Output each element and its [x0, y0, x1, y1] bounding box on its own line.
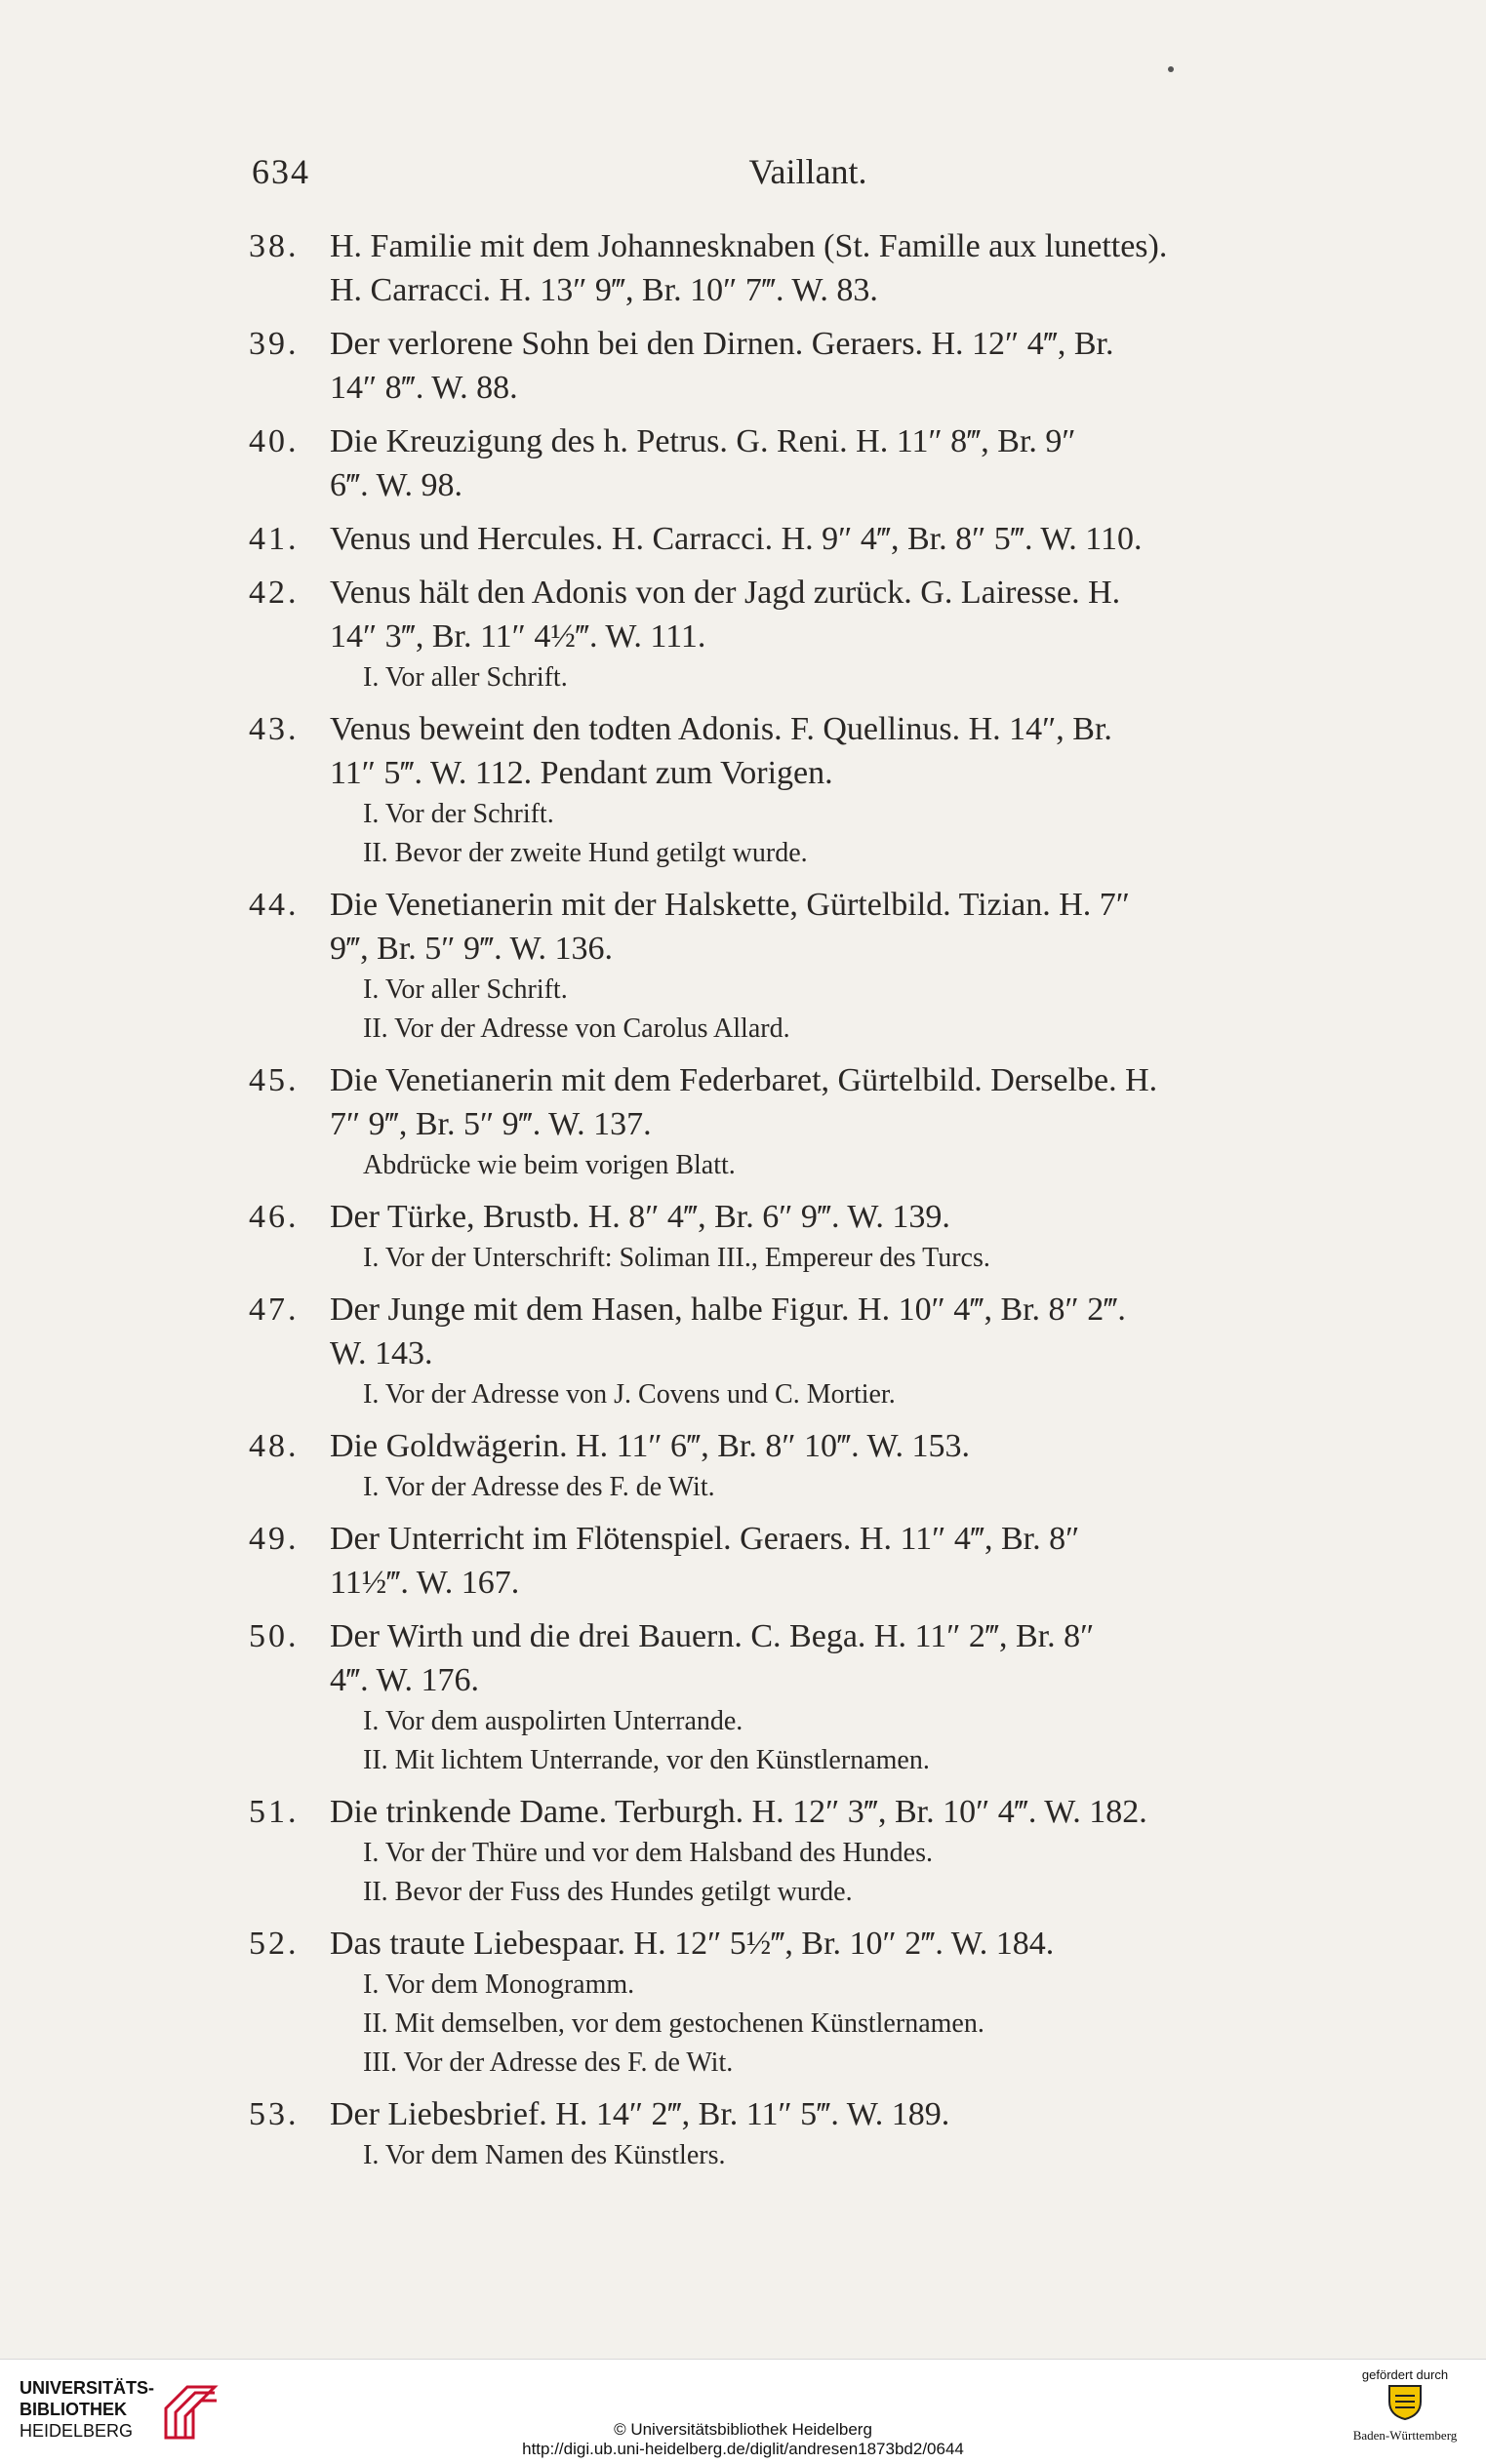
entry-continuation-line — [249, 1561, 1361, 1605]
print-state-note: II. Vor der Adresse von Carolus Allard. — [363, 1013, 790, 1044]
catalogue-entry — [249, 1058, 1361, 1185]
entry-continuation-line — [249, 927, 1361, 971]
entry-text: Die Venetianerin mit der Halskette, Gürtelbild. Tizian. H. 7″ — [330, 887, 1130, 923]
entry-first-line — [249, 1614, 1361, 1658]
entry-first-line — [249, 883, 1361, 927]
entry-text: H. Familie mit dem Johannesknaben (St. Famille aux lunettes). — [330, 228, 1168, 264]
entry-first-line — [249, 322, 1361, 366]
entry-text: Die Goldwägerin. H. 11″ 6‴, Br. 8″ 10‴. W. 153. — [330, 1428, 971, 1464]
entry-first-line — [249, 1517, 1361, 1561]
entry-first-line — [249, 1922, 1361, 1966]
coat-of-arms-icon — [1384, 2382, 1426, 2421]
permalink-url[interactable]: http://digi.ub.uni-heidelberg.de/diglit/andresen1873bd2/0644 — [522, 2440, 964, 2458]
running-title: Vaillant. — [748, 152, 867, 191]
print-state-note: I. Vor der Adresse von J. Covens und C. Mortier. — [363, 1379, 896, 1410]
entry-text: Der Wirth und die drei Bauern. C. Bega. H. 11″ 2‴, Br. 8″ — [330, 1618, 1095, 1654]
entry-number: 53. — [249, 2096, 300, 2132]
catalogue-entry — [249, 2092, 1361, 2175]
entry-continuation-line — [249, 615, 1361, 658]
logo-line-2: BIBLIOTHEK — [20, 2400, 127, 2419]
entry-text: Venus hält den Adonis von der Jagd zurück. G. Lairesse. H. — [330, 575, 1121, 611]
print-state-note: I. Vor der Schrift. — [363, 799, 554, 829]
copyright-notice: © Universitätsbibliothek Heidelberg — [614, 2420, 872, 2439]
entry-first-line — [249, 1288, 1361, 1331]
entry-text: W. 143. — [330, 1335, 433, 1371]
entry-first-line — [249, 1790, 1361, 1834]
entry-number: 42. — [249, 575, 300, 611]
print-state-note: I. Vor aller Schrift. — [363, 662, 568, 693]
entry-number: 41. — [249, 521, 300, 557]
entry-continuation-line — [249, 463, 1361, 507]
print-state-note: II. Bevor der Fuss des Hundes getilgt wurde. — [363, 1877, 853, 1907]
entry-first-line — [249, 571, 1361, 615]
entry-text: 14″ 3‴, Br. 11″ 4½‴. W. 111. — [330, 618, 706, 655]
entry-text: Der verlorene Sohn bei den Dirnen. Geraers. H. 12″ 4‴, Br. — [330, 326, 1114, 362]
catalogue-entry — [249, 707, 1361, 873]
entry-text: Der Liebesbrief. H. 14″ 2‴, Br. 11″ 5‴. W. 189. — [330, 2096, 950, 2132]
entry-number: 46. — [249, 1199, 300, 1235]
entry-number: 43. — [249, 711, 300, 747]
entry-number: 38. — [249, 228, 300, 264]
catalogue-entries — [249, 224, 1361, 2185]
catalogue-entry — [249, 1922, 1361, 2083]
entry-text: Das traute Liebespaar. H. 12″ 5½‴, Br. 10″ 2‴. W. 184. — [330, 1926, 1055, 1962]
entry-number: 39. — [249, 326, 300, 362]
sponsor-name: Baden-Württemberg — [1352, 2428, 1458, 2443]
entry-text: Die Venetianerin mit dem Federbaret, Gürtelbild. Derselbe. H. — [330, 1062, 1158, 1098]
catalogue-entry — [249, 1195, 1361, 1278]
entry-first-line — [249, 1424, 1361, 1468]
entry-number: 48. — [249, 1428, 300, 1464]
print-state-note: II. Bevor der zweite Hund getilgt wurde. — [363, 838, 808, 868]
entry-continuation-line — [249, 366, 1361, 410]
entry-number: 51. — [249, 1794, 300, 1830]
entry-first-line — [249, 517, 1361, 561]
entry-number: 52. — [249, 1926, 300, 1962]
print-speck — [1168, 66, 1174, 72]
entry-first-line — [249, 707, 1361, 751]
catalogue-entry — [249, 322, 1361, 410]
entry-text: 9‴, Br. 5″ 9‴. W. 136. — [330, 931, 613, 967]
entry-text: 7″ 9‴, Br. 5″ 9‴. W. 137. — [330, 1106, 652, 1142]
entry-text: 11½‴. W. 167. — [330, 1565, 520, 1601]
entry-first-line — [249, 224, 1361, 268]
print-state-note: I. Vor dem Namen des Künstlers. — [363, 2140, 726, 2170]
entry-continuation-line — [249, 1658, 1361, 1702]
print-state-note: Abdrücke wie beim vorigen Blatt. — [363, 1150, 736, 1180]
entry-text: Der Junge mit dem Hasen, halbe Figur. H. 10″ 4‴, Br. 8″ 2‴. — [330, 1292, 1126, 1328]
page-header — [252, 151, 1364, 200]
catalogue-entry — [249, 1288, 1361, 1414]
catalogue-entry — [249, 571, 1361, 697]
entry-text: Der Unterricht im Flötenspiel. Geraers. H. 11″ 4‴, Br. 8″ — [330, 1521, 1080, 1557]
print-state-note: II. Mit demselben, vor dem gestochenen Künstlernamen. — [363, 2008, 984, 2039]
print-state-note: II. Mit lichtem Unterrande, vor den Künstlernamen. — [363, 1745, 930, 1775]
sponsor-caption: gefördert durch — [1361, 2367, 1449, 2382]
print-state-note: I. Vor aller Schrift. — [363, 974, 568, 1005]
entry-text: Venus beweint den todten Adonis. F. Quellinus. H. 14″, Br. — [330, 711, 1112, 747]
entry-text: Der Türke, Brustb. H. 8″ 4‴, Br. 6″ 9‴. W. 139. — [330, 1199, 950, 1235]
catalogue-entry — [249, 1790, 1361, 1912]
digitization-footer — [0, 2359, 1486, 2464]
catalogue-entry — [249, 1517, 1361, 1605]
sponsor-block[interactable] — [1342, 2367, 1468, 2444]
entry-number: 40. — [249, 423, 300, 459]
print-state-note: III. Vor der Adresse des F. de Wit. — [363, 2047, 734, 2078]
entry-first-line — [249, 1195, 1361, 1239]
logo-line-1: UNIVERSITÄTS- — [20, 2378, 155, 2398]
entry-text: 6‴. W. 98. — [330, 467, 463, 503]
print-state-note: I. Vor dem Monogramm. — [363, 1969, 635, 2000]
entry-number: 44. — [249, 887, 300, 923]
catalogue-entry — [249, 1424, 1361, 1507]
entry-number: 50. — [249, 1618, 300, 1654]
entry-text: 14″ 8‴. W. 88. — [330, 370, 518, 406]
entry-text: 4‴. W. 176. — [330, 1662, 480, 1698]
print-state-note: I. Vor der Thüre und vor dem Halsband des Hundes. — [363, 1838, 934, 1868]
entry-first-line — [249, 2092, 1361, 2136]
entry-number: 49. — [249, 1521, 300, 1557]
entry-text: Die trinkende Dame. Terburgh. H. 12″ 3‴, Br. 10″ 4‴. W. 182. — [330, 1794, 1147, 1830]
catalogue-entry — [249, 517, 1361, 561]
print-state-note: I. Vor der Adresse des F. de Wit. — [363, 1472, 715, 1502]
entry-continuation-line — [249, 751, 1361, 795]
entry-text: Die Kreuzigung des h. Petrus. G. Reni. H. 11″ 8‴, Br. 9″ — [330, 423, 1076, 459]
entry-first-line — [249, 1058, 1361, 1102]
print-state-note: I. Vor dem auspolirten Unterrande. — [363, 1706, 743, 1736]
entry-text: H. Carracci. H. 13″ 9‴, Br. 10″ 7‴. W. 83. — [330, 272, 878, 308]
catalogue-entry — [249, 419, 1361, 507]
print-state-note: I. Vor der Unterschrift: Soliman III., Empereur des Turcs. — [363, 1243, 990, 1273]
catalogue-entry — [249, 1614, 1361, 1780]
entry-first-line — [249, 419, 1361, 463]
entry-continuation-line — [249, 1102, 1361, 1146]
entry-text: 11″ 5‴. W. 112. Pendant zum Vorigen. — [330, 755, 833, 791]
entry-text: Venus und Hercules. H. Carracci. H. 9″ 4‴, Br. 8″ 5‴. W. 110. — [330, 521, 1143, 557]
entry-number: 47. — [249, 1292, 300, 1328]
entry-continuation-line — [249, 1331, 1361, 1375]
entry-number: 45. — [249, 1062, 300, 1098]
entry-continuation-line — [249, 268, 1361, 312]
logo-line-3: HEIDELBERG — [20, 2421, 134, 2441]
page-number: 634 — [252, 152, 310, 191]
catalogue-entry — [249, 883, 1361, 1049]
catalogue-entry — [249, 224, 1361, 312]
